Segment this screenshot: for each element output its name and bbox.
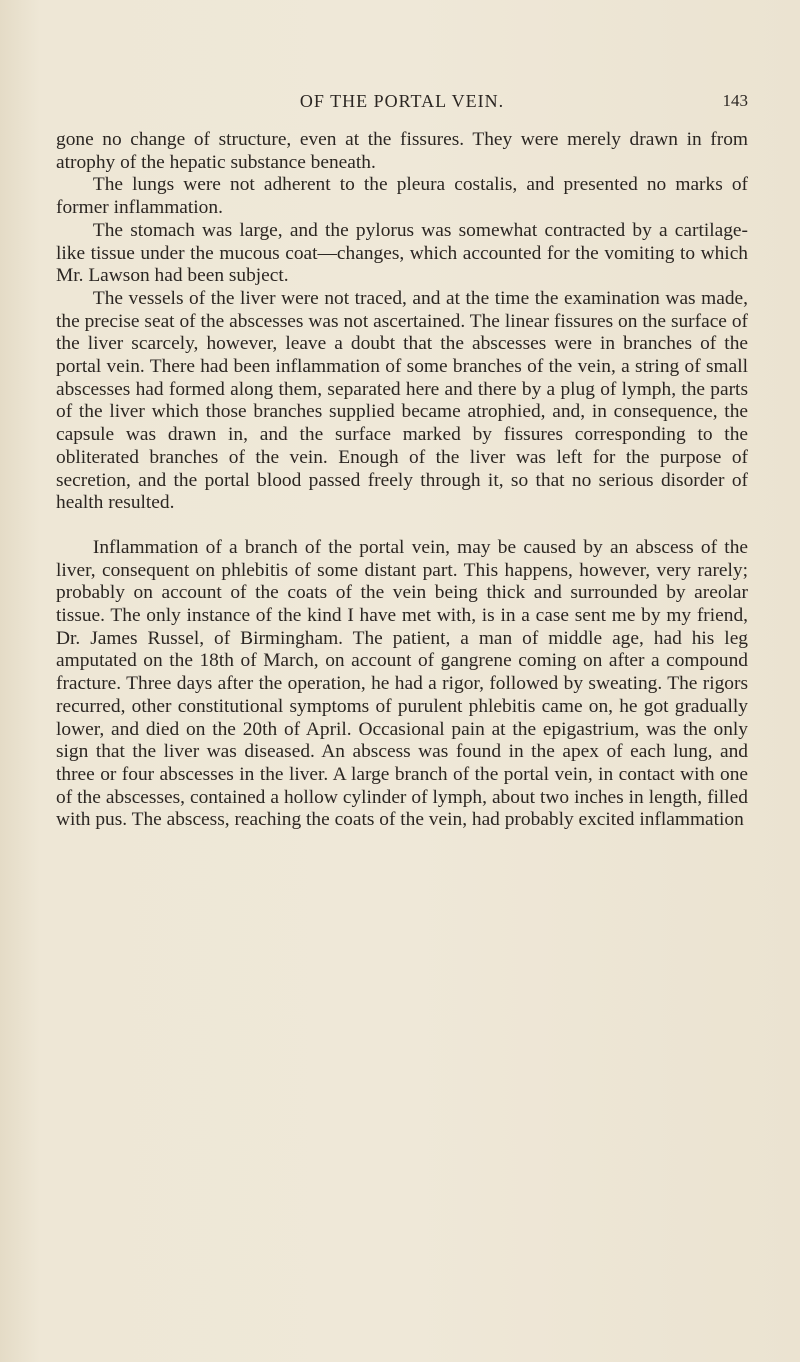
page-number: 143 (722, 91, 748, 110)
running-title: OF THE PORTAL VEIN. (299, 91, 505, 111)
paragraph-inflammation: Inflammation of a branch of the portal vein, may be caused by an abscess of the liver, consequent on phlebitis of some distant part. This happens, however, very rarely; probably on account of the coats of the vein being thick and surrounded by areolar tissue. The only instance of the kind I have met with, is in a case sent me by my friend, Dr. James Russel, of Birmingham. The patient, a man of middle age, had his leg amputated on the 18th of March, on account of gangrene coming on after a compound fracture. Three days after the operation, he had a rigor, followed by sweating. The rigors recurred, other constitutional symptoms of purulent phlebitis came on, he got gradually lower, and died on the 20th of April. Occasional pain at the epigastrium, was the only sign that the liver was diseased. An abscess was found in the apex of each lung, and three or four abscesses in the liver. A large branch of the portal vein, in contact with one of the abscesses, contained a hollow cylinder of lymph, about two inches in length, filled with pus. The abscess, reaching the coats of the vein, had probably excited inflammation (56, 536, 748, 831)
paragraph-lungs: The lungs were not adherent to the pleura costalis, and presented no marks of former inflammation. (56, 174, 748, 219)
running-head (56, 88, 748, 114)
paragraph-stomach: The stomach was large, and the pylorus was somewhat contracted by a cartilage-like tissue under the mucous coat—changes, which accounted for the vomiting to which Mr. Lawson had been subject. (56, 219, 748, 287)
paragraph-liver-vessels: The vessels of the liver were not traced, and at the time the examination was made, the precise seat of the abscesses was not ascertained. The linear fissures on the surface of the liver scarcely, however, leave a doubt that the abscesses were in branches of the portal vein. There had been inflammation of some branches of the vein, a string of small abscesses had formed along them, separated here and there by a plug of lymph, the parts of the liver which those branches supplied became atrophied, and, in consequence, the capsule was drawn in, and the surface marked by fissures corresponding to the obliterated branches of the vein. Enough of the liver was left for the purpose of secretion, and the portal blood passed freely through it, so that no serious disorder of health resulted. (56, 287, 748, 514)
paragraph-continued: gone no change of structure, even at the fissures. They were merely drawn in from atrophy of the hepatic substance beneath. (56, 129, 748, 173)
body-text (56, 129, 748, 832)
